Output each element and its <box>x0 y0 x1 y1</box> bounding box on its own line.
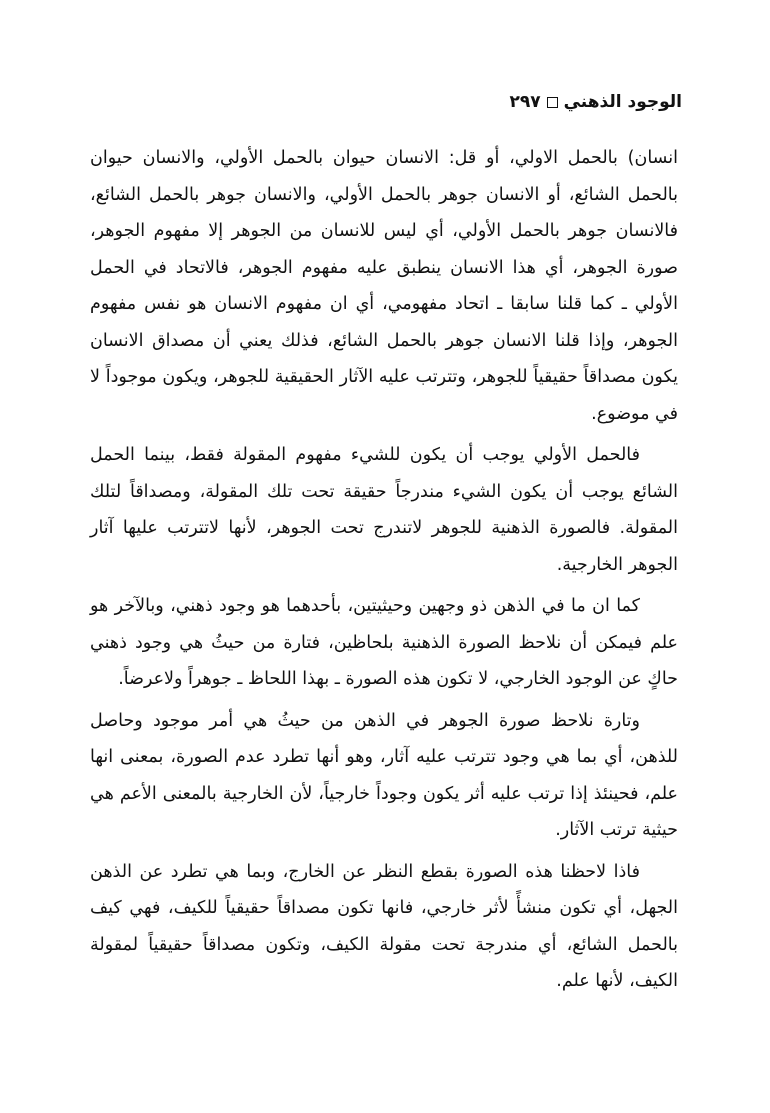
paragraph: فاذا لاحظنا هذه الصورة بقطع النظر عن الخارج، وبما هي تطرد عن الذهن الجهل، أي تكون منشأً لأثر خارجي، فانها تكون مصداقاً حقيقياً للكيف، فهي كيف بالحمل الشائع، أي مندرجة تحت مقولة الكيف، وتكون مصداقاً حقيقياً لمقولة الكيف، لأنها علم. <box>90 861 678 991</box>
paragraph: انسان) بالحمل الاولي، أو قل: الانسان حيوان بالحمل الأولي، والانسان حيوان بالحمل الشائع، أو الانسان جوهر بالحمل الأولي، والانسان جوهر بالحمل الشائع، فالانسان جوهر بالحمل الأولي، أي ليس للانسان من الجوهر إلا مفهوم الجوهر، صورة الجوهر، أي هذا الانسان ينطبق عليه مفهوم الجوهر، فالاتحاد في الحمل الأولي ـ كما قلنا سابقا ـ اتحاد مفهومي، أي ان مفهوم الانسان هو نفس مفهوم الجوهر، وإذا قلنا الانسان جوهر بالحمل الشائع، فذلك يعني أن مصداق الانسان يكون مصداقاً حقيقياً للجوهر، وتترتب عليه الآثار الحقيقية للجوهر، ويكون موجوداً لا في موضوع. <box>90 148 678 424</box>
page-number: ٢٩٧ <box>509 92 541 112</box>
square-ornament-icon <box>547 97 558 108</box>
page-body <box>90 140 678 1005</box>
running-title: الوجود الذهني <box>563 92 682 112</box>
page-header <box>509 92 682 112</box>
paragraph: كما ان ما في الذهن ذو وجهين وحيثيتين، بأحدهما هو وجود ذهني، وبالآخر هو علم فيمكن أن نلاحظ الصورة الذهنية بلحاظين، فتارة من حيثُ هي وجود ذهني حاكٍ عن الوجود الخارجي، لا تكون هذه الصورة ـ بهذا اللحاظ ـ جوهراً ولاعرضاً. <box>90 596 678 689</box>
paragraph: وتارة نلاحظ صورة الجوهر في الذهن من حيثُ هي أمر موجود وحاصل للذهن، أي بما هي وجود تترتب عليه آثار، وهو أنها تطرد عدم الصورة، بمعنى انها علم، فحينئذ إذا ترتب عليه أثر يكون وجوداً خارجياً، لأن الخارجية بالمعنى الأعم هي حيثية ترتب الآثار. <box>90 710 678 840</box>
paragraph: فالحمل الأولي يوجب أن يكون للشيء مفهوم المقولة فقط، بينما الحمل الشائع يوجب أن يكون الشيء مندرجاً حقيقة تحت تلك المقولة، ومصداقاً لتلك المقولة. فالصورة الذهنية للجوهر لاتندرج تحت الجوهر، لأنها لاتترتب عليها آثار الجوهر الخارجية. <box>90 445 678 575</box>
